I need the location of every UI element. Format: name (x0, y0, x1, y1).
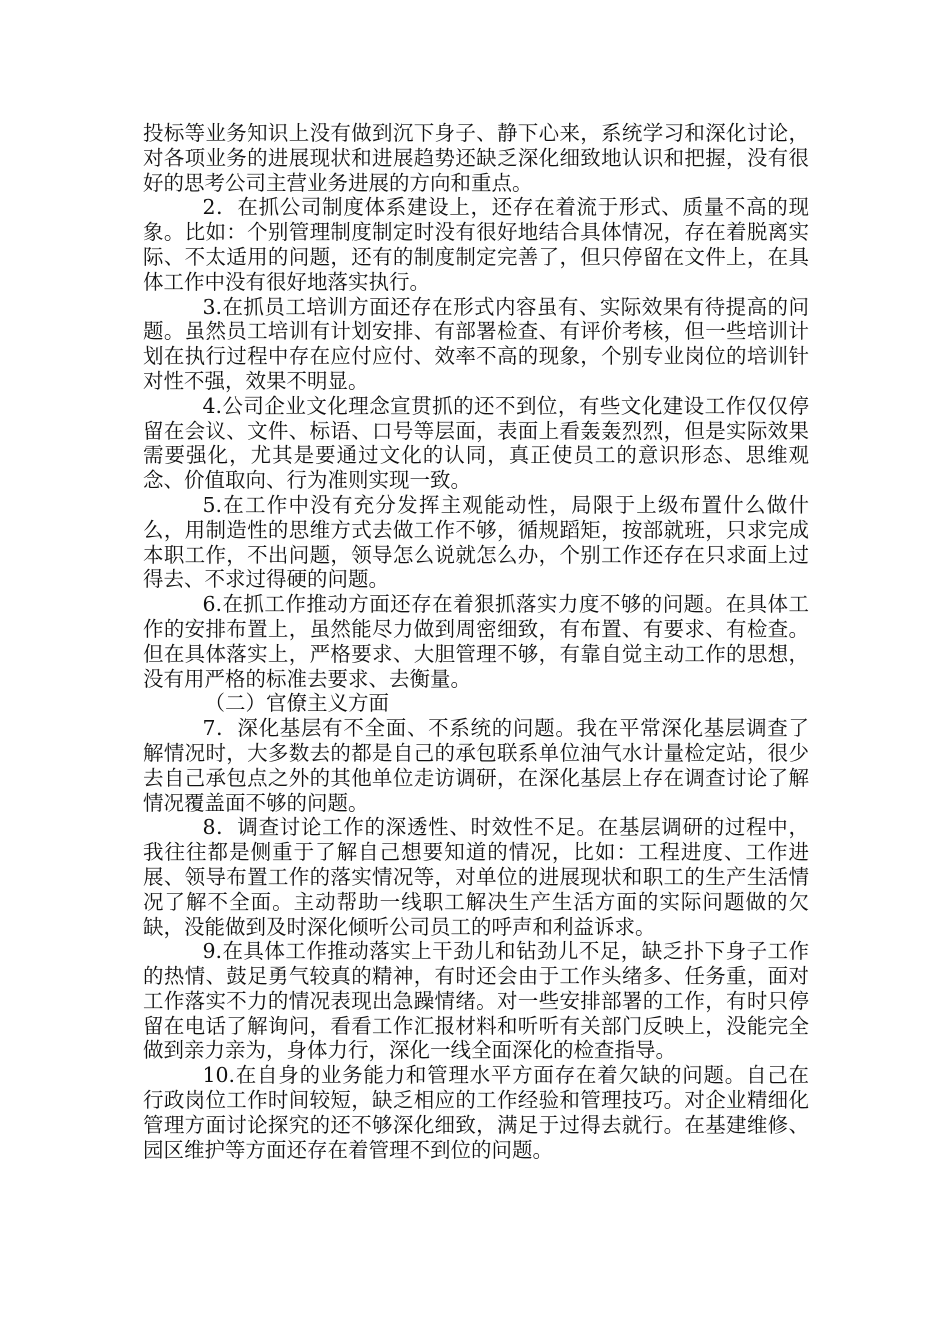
document-body (143, 121, 809, 1162)
paragraph-item-7: 7．深化基层有不全面、不系统的问题。我在平常深化基层调查了解情况时，大多数去的都是自己的承包联系单位油气水计量检定站，很少去自己承包点之外的其他单位走访调研，在深化基层上存在调查讨论了解情况覆盖面不够的问题。 (143, 716, 809, 815)
paragraph-item-5: 5.在工作中没有充分发挥主观能动性，局限于上级布置什么做什么，用制造性的思维方式去做工作不够，循规蹈矩，按部就班，只求完成本职工作，不出问题，领导怎么说就怎么办，个别工作还存在只求面上过得去、不求过得硬的问题。 (143, 492, 809, 592)
paragraph-item-10: 10.在自身的业务能力和管理水平方面存在着欠缺的问题。自己在行政岗位工作时间较短，缺乏相应的工作经验和管理技巧。对企业精细化管理方面讨论探究的还不够深化细致，满足于过得去就行。在基建维修、园区维护等方面还存在着管理不到位的问题。 (143, 1063, 809, 1162)
paragraph-item-2: 2．在抓公司制度体系建设上，还存在着流于形式、质量不高的现象。比如：个别管理制度制定时没有很好地结合具体情况，存在着脱离实际、不太适用的问题，还有的制度制定完善了，但只停留在文件上，在具体工作中没有很好地落实执行。 (143, 195, 809, 294)
paragraph-continuation: 投标等业务知识上没有做到沉下身子、静下心来，系统学习和深化讨论，对各项业务的进展现状和进展趋势还缺乏深化细致地认识和把握，没有很好的思考公司主营业务进展的方向和重点。 (143, 121, 809, 195)
paragraph-item-4: 4.公司企业文化理念宣贯抓的还不到位，有些文化建设工作仅仅停留在会议、文件、标语、口号等层面，表面上看轰轰烈烈，但是实际效果需要强化，尤其是要通过文化的认同，真正使员工的意识形态、思维观念、价值取向、行为准则实现一致。 (143, 393, 809, 493)
section-heading: （二）官僚主义方面 (204, 691, 389, 716)
paragraph-item-9: 9.在具体工作推动落实上干劲儿和钻劲儿不足，缺乏扑下身子工作的热情、鼓足勇气较真的精神，有时还会由于工作头绪多、任务重，面对工作落实不力的情况表现出急躁情绪。对一些安排部署的工作，有时只停留在电话了解询问，看看工作汇报材料和听听有关部门反映上，没能完全做到亲力亲为，身体力行，深化一线全面深化的检查指导。 (143, 939, 809, 1063)
paragraph-item-6: 6.在抓工作推动方面还存在着狠抓落实力度不够的问题。在具体工作的安排布置上，虽然能尽力做到周密细致，有布置、有要求、有检查。但在具体落实上，严格要求、大胆管理不够，有靠自觉主动工作的思想，没有用严格的标准去要求、去衡量。 (143, 592, 809, 691)
paragraph-item-3: 3.在抓员工培训方面还存在形式内容虽有、实际效果有待提高的问题。虽然员工培训有计划安排、有部署检查、有评价考核，但一些培训计划在执行过程中存在应付应付、效率不高的现象，个别专业岗位的培训针对性不强，效果不明显。 (143, 294, 809, 393)
paragraph-item-8: 8．调查讨论工作的深透性、时效性不足。在基层调研的过程中，我往往都是侧重于了解自己想要知道的情况，比如：工程进度、工作进展、领导布置工作的落实情况等，对单位的进展现状和职工的生产生活情况了解不全面。主动帮助一线职工解决生产生活方面的实际问题做的欠缺，没能做到及时深化倾听公司员工的呼声和利益诉求。 (143, 815, 809, 939)
